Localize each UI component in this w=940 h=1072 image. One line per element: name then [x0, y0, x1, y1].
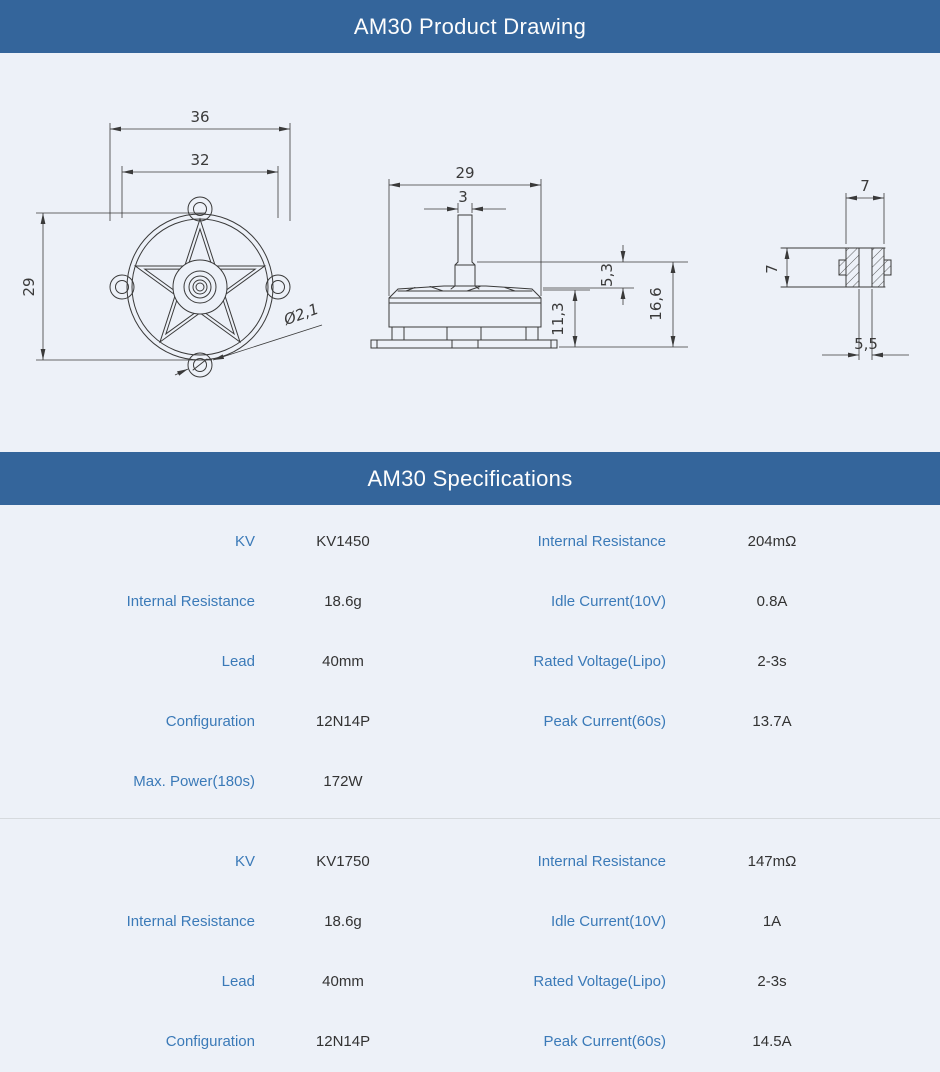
spec-label: KV: [234, 533, 255, 550]
product-drawing-svg: [0, 53, 940, 452]
dim-label-shaft-exposed: 5,3: [598, 263, 616, 287]
spec-value: 12N14P: [315, 1033, 371, 1050]
spec-label: Rated Voltage(Lipo): [533, 973, 666, 990]
spec-label: Lead: [221, 653, 255, 670]
spec-label: Internal Resistance: [537, 853, 666, 870]
spec-table-kv1450: [0, 505, 940, 818]
spec-label: Configuration: [165, 713, 255, 730]
spec-row: [0, 832, 940, 892]
spec-label: Internal Resistance: [126, 913, 255, 930]
dim-label-hole-spacing: 32: [190, 151, 210, 169]
spec-value: 0.8A: [756, 593, 788, 610]
spec-value: 40mm: [322, 653, 364, 670]
product-drawing-section: [0, 53, 940, 452]
dim-label-boss-width: 5,5: [854, 335, 878, 353]
spec-row: [0, 892, 940, 952]
spec-row: [0, 692, 940, 752]
dim-label-side-width: 29: [455, 164, 475, 182]
spec-label: Peak Current(60s): [543, 713, 666, 730]
spec-table-kv1750: [0, 819, 940, 1072]
spec-row: [0, 512, 940, 572]
specifications-title: AM30 Specifications: [367, 465, 573, 491]
spec-label: Rated Voltage(Lipo): [533, 653, 666, 670]
dim-label-hole-diameter: Ø2,1: [281, 299, 322, 329]
spec-value: 1A: [762, 913, 782, 930]
spec-value: 2-3s: [757, 973, 787, 990]
dim-label-front-height: 29: [20, 277, 38, 297]
spec-label: Internal Resistance: [126, 593, 255, 610]
dim-label-body-height: 11,3: [549, 302, 567, 336]
spec-value: 204mΩ: [747, 533, 797, 550]
spec-value: 18.6g: [324, 593, 362, 610]
dim-label-total-height: 16,6: [647, 287, 665, 321]
spec-label: KV: [234, 853, 255, 870]
spec-value: 147mΩ: [747, 853, 797, 870]
product-drawing-title: AM30 Product Drawing: [353, 13, 587, 39]
spec-row: [0, 632, 940, 692]
spec-value: 12N14P: [315, 713, 371, 730]
product-drawing-header: [0, 0, 940, 53]
spec-label: Configuration: [165, 1033, 255, 1050]
spec-value: 40mm: [322, 973, 364, 990]
spec-value: 172W: [323, 773, 363, 790]
side-view: [371, 164, 688, 348]
spec-row: [0, 752, 940, 812]
dim-label-front-width: 36: [190, 108, 210, 126]
specifications-header: [0, 452, 940, 505]
spec-label: Idle Current(10V): [550, 913, 666, 930]
spec-label: Peak Current(60s): [543, 1033, 666, 1050]
specifications-section: [0, 505, 940, 1072]
spec-label: Lead: [221, 973, 255, 990]
spec-value: KV1750: [316, 853, 370, 870]
spec-value: 13.7A: [752, 713, 792, 730]
spec-value: KV1450: [316, 533, 370, 550]
spec-value: 14.5A: [752, 1033, 792, 1050]
dim-label-hub-width: 7: [860, 177, 870, 195]
spec-row: [0, 1012, 940, 1072]
spec-label: Internal Resistance: [537, 533, 666, 550]
spec-label: Idle Current(10V): [550, 593, 666, 610]
spec-label: Max. Power(180s): [133, 773, 255, 790]
dim-label-hub-height: 7: [763, 264, 781, 274]
spec-row: [0, 572, 940, 632]
front-view: [20, 108, 322, 377]
dim-label-shaft-diameter: 3: [458, 188, 468, 206]
spec-value: 2-3s: [757, 653, 787, 670]
spec-value: 18.6g: [324, 913, 362, 930]
spec-row: [0, 952, 940, 1012]
section-view: [763, 177, 909, 360]
